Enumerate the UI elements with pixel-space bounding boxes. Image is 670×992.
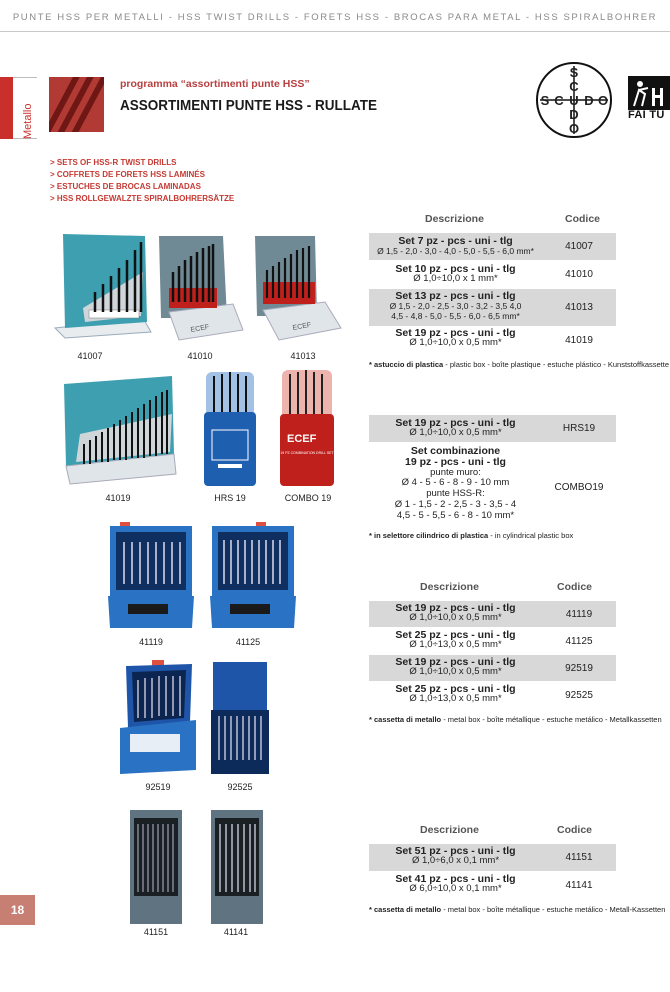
- product-41119-caption: 41119: [139, 637, 163, 647]
- row-title: Set 7 pz - pcs - uni - tlg: [398, 235, 513, 247]
- table-row: [369, 601, 616, 627]
- scudo-letter: S: [540, 93, 550, 108]
- product-92519-caption: 92519: [145, 782, 171, 792]
- row-spec: Ø 1,0÷6,0 x 0,1 mm*: [411, 855, 500, 866]
- table-row: [369, 682, 616, 708]
- table-row: [369, 415, 616, 442]
- product-41019-caption: 41019: [105, 493, 131, 503]
- row-spec: Ø 1,0÷10,0 x 0,5 mm*: [409, 337, 502, 348]
- combo-line: punte HSS-R:: [426, 488, 485, 500]
- product-92525-image: [209, 660, 271, 778]
- row-title: Set 19 pz - pcs - uni - tlg: [395, 327, 516, 339]
- row-spec: Ø 6,0÷10,0 x 0,1 mm*: [409, 883, 502, 894]
- brand-print: ECEF: [190, 323, 210, 334]
- product-hrs19-image: [202, 366, 258, 488]
- brand-print: ECEF: [292, 321, 312, 332]
- row-title: Set 10 pz - pcs - uni - tlg: [395, 263, 516, 275]
- table3-note: * cassetta di metallo - metal box - boîte métallique - estuche metálico - Metallkassetten: [369, 715, 662, 724]
- row-spec: 4,5 - 4,8 - 5,0 - 5,5 - 6,0 - 6,5 mm*: [391, 311, 520, 321]
- row-spec: Ø 1,0÷13,0 x 0,5 mm*: [409, 693, 502, 704]
- row-code: 41019: [565, 335, 593, 346]
- product-hrs19-caption: HRS 19: [214, 493, 246, 503]
- combo-code: COMBO19: [554, 482, 604, 493]
- diy-person-icon: [628, 76, 670, 110]
- scudo-letter: C: [569, 79, 579, 94]
- combo-print: 19 PZ COMBINATION DRILL SET: [280, 451, 334, 455]
- scudo-letter: U: [569, 93, 579, 108]
- row-title: Set 13 pz - pcs - uni - tlg: [395, 290, 516, 302]
- product-41010-image: [155, 232, 245, 344]
- product-41013-caption: 41013: [290, 351, 316, 361]
- row-spec: Ø 1,0÷13,0 x 0,5 mm*: [409, 639, 502, 650]
- row-title: Set 25 pz - pcs - uni - tlg: [395, 683, 516, 695]
- row-title: Set 19 pz - pcs - uni - tlg: [395, 417, 516, 429]
- scudo-letter: S: [569, 65, 579, 80]
- combo-line: punte muro:: [430, 466, 481, 478]
- translation-line: > SETS OF HSS-R TWIST DRILLS: [50, 158, 177, 167]
- product-41007-caption: 41007: [77, 351, 103, 361]
- product-41151-image: [128, 808, 184, 926]
- table-row: [369, 289, 616, 326]
- table-row: [369, 844, 616, 871]
- section-tab: [0, 77, 13, 139]
- row-title: Set 25 pz - pcs - uni - tlg: [395, 629, 516, 641]
- product-41013-image: [253, 232, 345, 344]
- translation-line: > ESTUCHES DE BROCAS LAMINADAS: [50, 182, 201, 191]
- row-code: 41010: [565, 269, 593, 280]
- table2-note: * in selettore cilindrico di plastica - in cylindrical plastic box: [369, 531, 574, 540]
- table-row: [369, 233, 616, 260]
- scudo-letter: O: [597, 93, 609, 108]
- page-subtitle: programma “assortimenti punte HSS”: [120, 78, 310, 90]
- page-title: ASSORTIMENTI PUNTE HSS - RULLATE: [120, 97, 378, 114]
- scudo-letter: C: [554, 93, 564, 108]
- fai-tu-label: FAI TU: [628, 109, 665, 121]
- scudo-logo: [536, 62, 612, 138]
- row-code: 41141: [565, 880, 593, 891]
- scudo-letter: D: [569, 107, 579, 122]
- row-spec: Ø 1,0÷10,0 x 0,5 mm*: [409, 666, 502, 677]
- row-spec: Ø 1,0÷10,0 x 1 mm*: [413, 273, 498, 284]
- row-spec: Ø 1,0÷10,0 x 0,5 mm*: [409, 427, 502, 438]
- table4-note: * cassetta di metallo - metal box - boîte métallique - estuche metálico - Metall-Kassetten: [369, 905, 666, 914]
- row-title: Set 41 pz - pcs - uni - tlg: [395, 873, 516, 885]
- brand-print: ECEF: [287, 433, 317, 445]
- product-41125-image: [208, 520, 298, 632]
- row-spec: Ø 1,5 - 2,0 - 2,5 - 3,0 - 3,2 - 3,5 4,0: [389, 301, 522, 311]
- scudo-letter: O: [568, 121, 580, 136]
- row-code: 41119: [565, 609, 593, 620]
- product-41119-image: [106, 520, 196, 632]
- row-code: 92519: [565, 663, 593, 674]
- combo-title: Set combinazione: [410, 445, 501, 457]
- product-92519-image: [118, 658, 198, 776]
- combo-line: Ø 4 - 5 - 6 - 8 - 9 - 10 mm: [401, 477, 510, 489]
- row-code: 41151: [565, 852, 593, 863]
- product-92525-caption: 92525: [227, 782, 253, 792]
- translations-list: [50, 157, 234, 205]
- row-code: 41007: [565, 241, 593, 252]
- table1-note: * astuccio di plastica - plastic box - boîte plastique - estuche plástico - Kunststoffkassette: [369, 360, 670, 369]
- section-thumbnail: [49, 77, 104, 132]
- combo-title: 19 pz - pcs - uni - tlg: [405, 455, 506, 468]
- top-header-line: PUNTE HSS PER METALLI - HSS TWIST DRILLS - FORETS HSS - BROCAS PARA METAL - HSS SPIRALBOHRER: [12, 12, 658, 23]
- table1-code-header: Codice: [565, 213, 601, 225]
- product-41019-image: [60, 374, 178, 486]
- product-41141-caption: 41141: [223, 927, 249, 937]
- table-row: [369, 872, 616, 899]
- product-combo19-caption: COMBO 19: [284, 493, 332, 503]
- row-title: Set 51 pz - pcs - uni - tlg: [395, 845, 516, 857]
- table-row: [369, 261, 616, 288]
- translation-line: > COFFRETS DE FORETS HSS LAMINÉS: [50, 170, 205, 179]
- table1-desc-header: Descrizione: [425, 213, 484, 225]
- row-code: HRS19: [562, 423, 596, 434]
- header-rule: [0, 31, 670, 32]
- table-row: [369, 655, 616, 681]
- row-spec: Ø 1,0÷10,0 x 0,5 mm*: [409, 612, 502, 623]
- section-label: Metallo: [22, 103, 34, 139]
- row-code: 41125: [565, 636, 593, 647]
- page-number: 18: [0, 895, 35, 925]
- row-title: Set 19 pz - pcs - uni - tlg: [395, 656, 516, 668]
- table4-desc-header: Descrizione: [420, 824, 479, 836]
- row-code: 41013: [565, 302, 593, 313]
- product-41125-caption: 41125: [235, 637, 261, 647]
- product-41010-caption: 41010: [187, 351, 213, 361]
- row-spec: Ø 1,5 - 2,0 - 3,0 - 4,0 - 5,0 - 5,5 - 6,0 mm*: [377, 246, 534, 256]
- product-41141-image: [209, 808, 265, 926]
- product-combo19-image: [278, 366, 336, 488]
- table-row: [369, 327, 616, 354]
- scudo-letter: D: [584, 93, 594, 108]
- fai-tu-logo: [628, 76, 670, 122]
- combo-line: Ø 1 - 1,5 - 2 - 2,5 - 3 - 3,5 - 4: [394, 498, 517, 510]
- combo-line: 4,5 - 5 - 5,5 - 6 - 8 - 10 mm*: [396, 509, 515, 521]
- row-code: 92525: [565, 690, 593, 701]
- table4-code-header: Codice: [557, 824, 593, 836]
- row-title: Set 19 pz - pcs - uni - tlg: [395, 602, 516, 614]
- product-41007-image: [53, 232, 153, 344]
- product-41151-caption: 41151: [143, 927, 169, 937]
- table-row: [369, 628, 616, 654]
- table3-desc-header: Descrizione: [420, 581, 479, 593]
- translation-line: > HSS ROLLGEWALZTE SPIRALBOHRERSÄTZE: [50, 194, 235, 203]
- table3-code-header: Codice: [557, 581, 593, 593]
